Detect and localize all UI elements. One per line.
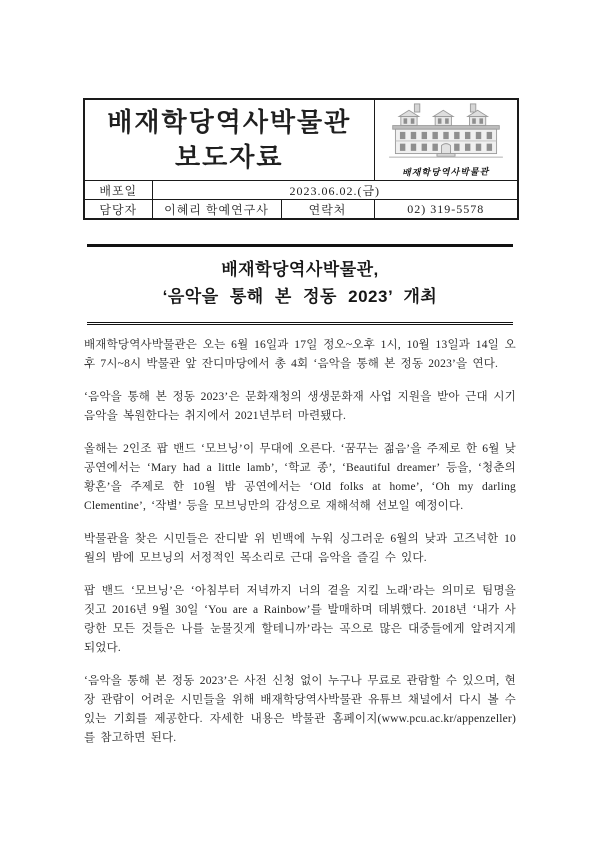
body-paragraph: 올해는 2인조 팝 밴드 ‘모브닝’이 무대에 오른다. ‘꿈꾸는 젊음’을 주제로 한 6월 낮 공연에서는 ‘Mary had a little lamb’, ‘학교 종’, ‘Beautiful dreamer’ 등을, ‘청춘의 황혼’을 주제로 한 10월 밤 공연에서는 ‘Old folks at home’, ‘Oh my darling Clementine’, ‘작별’ 등을 모브닝만의 감성으로 재해석해 선보일 예정이다.	[84, 443, 516, 512]
org-logo-cell	[374, 99, 518, 181]
museum-building-icon	[387, 103, 505, 164]
contact-value: 02) 319-5578	[374, 200, 518, 220]
body-paragraph: 배재학당역사박물관은 오는 6월 16일과 17일 정오~오후 1시, 10월 13일과 14일 오후 7시~8시 박물관 앞 잔디마당에서 총 4회 ‘음악을 통해 본 정동 2023’을 연다.	[84, 339, 516, 370]
org-title-line1: 배재학당역사박물관	[107, 108, 352, 137]
manager-label: 담당자	[84, 200, 152, 220]
org-title-line2: 보도자료	[175, 143, 284, 172]
body-paragraph: ‘음악을 통해 본 정동 2023’은 사전 신청 없이 누구나 무료로 관람할 수 있으며, 현장 관람이 어려운 시민들을 위해 배재학당역사박물관 유튜브 채널에서 다시 볼 수 있는 기회를 제공한다. 자세한 내용은 박물관 홈페이지(www.pcu.ac.kr/appenzeller)를 참고하면 된다.	[84, 675, 516, 744]
press-release-body	[84, 336, 516, 762]
org-title-cell	[84, 99, 374, 181]
press-release-header-table	[83, 98, 519, 220]
contact-label: 연락처	[281, 200, 374, 220]
body-paragraph: 박물관을 찾은 시민들은 잔디밭 위 빈백에 누워 싱그러운 6월의 낮과 고즈넉한 10월의 밤에 모브닝의 서정적인 목소리로 근대 음악을 즐길 수 있다.	[84, 533, 516, 564]
release-date-label: 배포일	[84, 181, 152, 200]
manager-value: 이혜리 학예연구사	[152, 200, 281, 220]
headline-block	[87, 244, 513, 325]
logo-calligraphy-caption: 배재학당역사박물관	[402, 166, 490, 177]
headline-line2: ‘음악을 통해 본 정동 2023’ 개최	[162, 287, 438, 306]
body-paragraph: ‘음악을 통해 본 정동 2023’은 문화재청의 생생문화재 사업 지원을 받아 근대 시기 음악을 복원한다는 취지에서 2021년부터 마련됐다.	[84, 391, 516, 422]
headline-line1: 배재학당역사박물관,	[221, 260, 379, 279]
release-date-value: 2023.06.02.(금)	[152, 181, 518, 200]
body-paragraph: 팝 밴드 ‘모브닝’은 ‘아침부터 저녁까지 너의 곁을 지킬 노래’라는 의미로 팀명을 짓고 2016년 9월 30일 ‘You are a Rainbow’를 발매하며 데뷔했다. 2018년 ‘내가 사랑한 모든 것들은 나를 눈물짓게 할테니까’라는 곡으로 많은 대중들에게 알려지게 되었다.	[84, 585, 516, 654]
